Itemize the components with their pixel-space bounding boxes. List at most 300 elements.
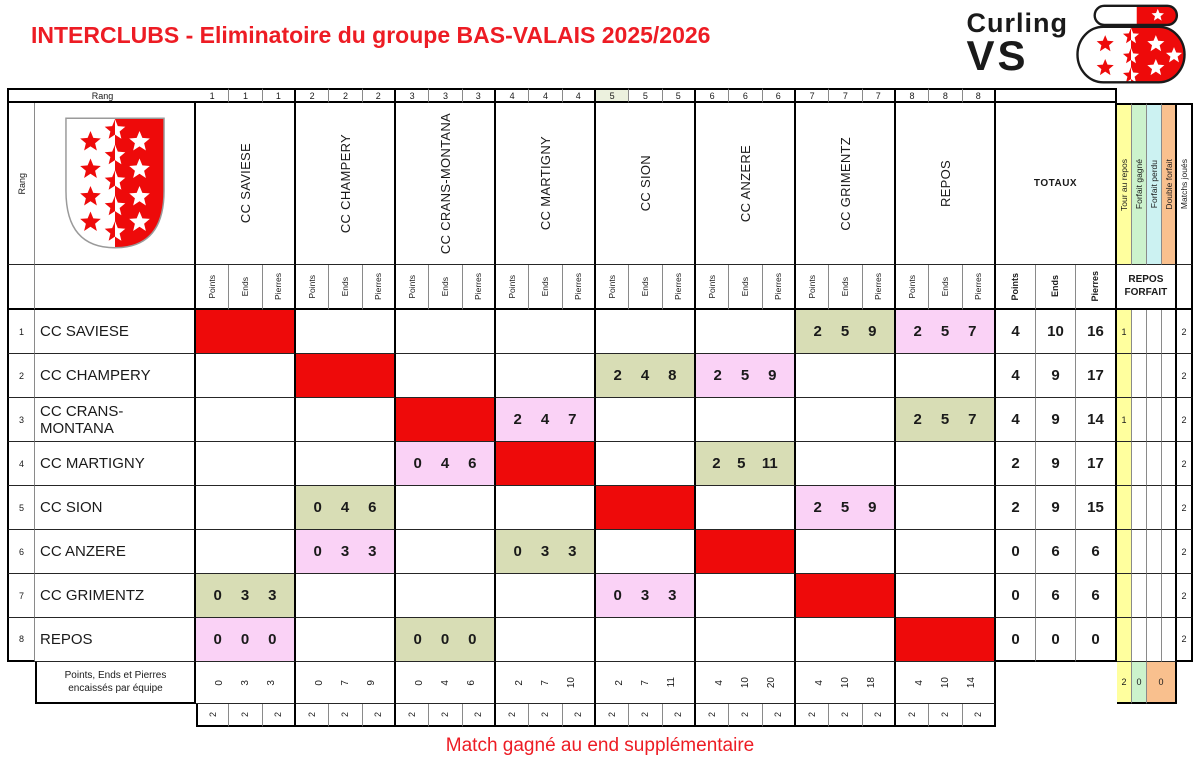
games-played-value: 2 <box>507 711 518 717</box>
score-value: 2 <box>712 455 721 472</box>
rank-number-cell: 3 <box>396 88 429 103</box>
games-played-cell <box>363 704 396 727</box>
games-played-value: 2 <box>373 711 384 717</box>
match-cell-win <box>396 618 496 662</box>
conceded-value: 4 <box>439 679 451 686</box>
score-value: 6 <box>468 455 477 472</box>
match-cell <box>796 618 896 662</box>
score-value: 9 <box>768 367 777 384</box>
row-team-name: CC GRIMENTZ <box>35 574 196 618</box>
match-cell-result <box>896 310 996 354</box>
score-value: 2 <box>513 411 522 428</box>
score-value: 2 <box>713 367 722 384</box>
score-value: 9 <box>868 323 877 340</box>
page-header <box>0 0 1200 88</box>
match-cell <box>696 618 796 662</box>
rank-number-cell: 6 <box>729 88 762 103</box>
games-played-value: 2 <box>807 711 818 717</box>
match-cell-win <box>696 442 796 486</box>
self-match-cell <box>196 310 296 354</box>
row-team-name: CC CHAMPERY <box>35 354 196 398</box>
forfait-perdu-double-total: 0 <box>1147 662 1177 704</box>
total-ends: 6 <box>1036 574 1076 618</box>
match-cell <box>796 354 896 398</box>
match-cell <box>296 442 396 486</box>
forfait-perdu-cell <box>1147 310 1162 354</box>
match-cell <box>896 354 996 398</box>
tour-au-repos-cell <box>1117 618 1132 662</box>
games-played-value: 2 <box>240 711 251 717</box>
conceded-value: 9 <box>365 679 377 686</box>
score-value: 2 <box>913 411 922 428</box>
subcol-label: Points <box>407 274 418 299</box>
match-cell-win <box>196 574 296 618</box>
score-value: 0 <box>313 543 322 560</box>
curling-vs-logo <box>967 2 1191 88</box>
score-value: 3 <box>240 587 250 604</box>
match-cell-win <box>496 530 596 574</box>
tour-au-repos-cell <box>1117 442 1132 486</box>
score-value: 2 <box>813 499 822 516</box>
team-column-header <box>396 103 496 265</box>
match-cell-result <box>796 486 896 530</box>
games-played-value: 2 <box>940 711 951 717</box>
score-value: 2 <box>613 367 622 384</box>
subcol-label: Ends <box>940 276 951 297</box>
score-value: 6 <box>368 499 377 516</box>
conceded-label: Points, Ends et Pierres encaissés par équipe <box>35 662 196 704</box>
team-name: CC MARTIGNY <box>537 136 553 231</box>
tour-au-repos-cell: 1 <box>1117 398 1132 442</box>
row-team-name: CC MARTIGNY <box>35 442 196 486</box>
total-ends: 9 <box>1036 354 1076 398</box>
conceded-cell <box>896 662 996 704</box>
subcol-header <box>829 265 862 310</box>
subcol-header <box>696 265 729 310</box>
rank-number-cell: 7 <box>863 88 896 103</box>
empty-cell <box>7 265 35 310</box>
rank-number-cell: 2 <box>363 88 396 103</box>
col-header-forfait-gagne <box>1132 103 1147 265</box>
result-row <box>7 618 1193 662</box>
rank-number-cell: 1 <box>196 88 229 103</box>
row-rank: 1 <box>7 310 35 354</box>
subcol-header <box>763 265 796 310</box>
rank-number-cell: 1 <box>263 88 296 103</box>
total-pierres: 6 <box>1076 574 1117 618</box>
conceded-value: 3 <box>265 679 277 686</box>
games-played-value: 2 <box>973 711 984 717</box>
score-value: 0 <box>240 631 250 648</box>
subcol-header <box>929 265 962 310</box>
rank-number-cell-highlight: 5 <box>596 88 629 103</box>
conceded-value: 0 <box>413 679 425 686</box>
match-cell <box>896 486 996 530</box>
column-header-row <box>7 103 1193 265</box>
match-cell-win <box>896 398 996 442</box>
row-rank: 5 <box>7 486 35 530</box>
rank-number-cell: 2 <box>296 88 329 103</box>
repos-forfait-line1: REPOS <box>1128 274 1164 285</box>
total-points: 2 <box>996 442 1036 486</box>
self-match-cell <box>396 398 496 442</box>
match-cell <box>296 398 396 442</box>
rank-number-cell: 8 <box>963 88 996 103</box>
score-value: 7 <box>568 411 577 428</box>
tour-au-repos-cell <box>1117 574 1132 618</box>
match-cell <box>196 442 296 486</box>
matchs-joues-cell: 2 <box>1177 354 1193 398</box>
matchs-joues-cell: 2 <box>1177 574 1193 618</box>
subcol-header <box>463 265 496 310</box>
row-rank: 8 <box>7 618 35 662</box>
subcol-label: Points <box>207 274 218 299</box>
conceded-value: 10 <box>565 676 577 689</box>
score-value: 0 <box>513 543 522 560</box>
score-value: 9 <box>868 499 877 516</box>
rang-side-cell <box>7 103 35 265</box>
total-points: 4 <box>996 354 1036 398</box>
subcol-label: Ends <box>540 276 551 297</box>
total-points: 0 <box>996 618 1036 662</box>
row-rank: 7 <box>7 574 35 618</box>
conceded-row <box>7 662 1193 704</box>
rank-number-cell: 4 <box>529 88 562 103</box>
score-value: 5 <box>740 367 750 384</box>
score-value: 3 <box>268 587 277 604</box>
games-played-cell <box>963 704 996 727</box>
subcol-label: Pierres <box>873 273 884 300</box>
subcol-label: Ends <box>740 276 751 297</box>
match-cell-result <box>396 442 496 486</box>
conceded-cell <box>796 662 896 704</box>
double-forfait-cell <box>1162 530 1177 574</box>
forfait-perdu-cell <box>1147 354 1162 398</box>
total-pierres: 17 <box>1076 354 1117 398</box>
match-cell <box>896 574 996 618</box>
subcol-header <box>629 265 662 310</box>
logo-text <box>967 10 1069 77</box>
forfait-perdu-cell <box>1147 398 1162 442</box>
games-played-cell <box>296 704 329 727</box>
tour-au-repos-cell <box>1117 530 1132 574</box>
conceded-cell <box>296 662 396 704</box>
games-played-cell <box>396 704 429 727</box>
games-played-cell <box>929 704 962 727</box>
result-row <box>7 354 1193 398</box>
subcol-label: Ends <box>1050 275 1061 298</box>
conceded-value: 7 <box>339 679 351 686</box>
match-cell <box>396 574 496 618</box>
totaux-header: TOTAUX <box>996 103 1117 265</box>
extra-col-label: Forfait gagné <box>1134 159 1144 210</box>
rank-number-cell: 6 <box>696 88 729 103</box>
rang-header-label: Rang <box>7 88 196 103</box>
row-rank: 3 <box>7 398 35 442</box>
total-ends: 9 <box>1036 398 1076 442</box>
subcol-header <box>529 265 562 310</box>
forfait-perdu-cell <box>1147 442 1162 486</box>
games-played-value: 2 <box>873 711 884 717</box>
score-value: 3 <box>668 587 677 604</box>
match-cell <box>296 618 396 662</box>
team-name: CC SION <box>637 155 653 212</box>
subcol-label: Ends <box>440 276 451 297</box>
games-played-cell <box>863 704 896 727</box>
conceded-cell <box>596 662 696 704</box>
rank-number-cell: 8 <box>896 88 929 103</box>
matchs-joues-cell: 2 <box>1177 398 1193 442</box>
team-name: CC ANZERE <box>737 144 753 223</box>
subcol-label: Points <box>907 274 918 299</box>
col-header-matchs-joues <box>1177 103 1193 265</box>
forfait-gagne-cell <box>1132 442 1147 486</box>
games-played-cell <box>463 704 496 727</box>
games-played-value: 2 <box>440 711 451 717</box>
conceded-value: 0 <box>213 679 225 686</box>
games-played-value: 2 <box>740 711 751 717</box>
subcol-label: Pierres <box>373 273 384 300</box>
score-value: 4 <box>640 367 650 384</box>
subcol-label: Pierres <box>573 273 584 300</box>
match-cell <box>396 486 496 530</box>
games-played-value: 2 <box>473 711 484 717</box>
conceded-cell <box>196 662 296 704</box>
games-played-value: 2 <box>773 711 784 717</box>
total-points: 0 <box>996 574 1036 618</box>
double-forfait-cell <box>1162 310 1177 354</box>
repos-forfait-header <box>1117 265 1177 310</box>
score-value: 4 <box>540 411 550 428</box>
tour-au-repos-total: 2 <box>1117 662 1132 704</box>
match-cell-win <box>796 310 896 354</box>
conceded-value: 4 <box>913 679 925 686</box>
games-played-value: 2 <box>907 711 918 717</box>
subcol-label: Ends <box>340 276 351 297</box>
games-played-value: 2 <box>273 711 284 717</box>
total-ends: 10 <box>1036 310 1076 354</box>
games-played-cell <box>196 704 229 727</box>
subheader-row <box>7 265 1193 310</box>
match-cell <box>896 442 996 486</box>
row-rank: 4 <box>7 442 35 486</box>
rank-number-cell: 5 <box>629 88 662 103</box>
self-match-cell <box>896 618 996 662</box>
subcol-header <box>896 265 929 310</box>
match-cell <box>296 574 396 618</box>
team-name: CC GRIMENTZ <box>837 136 853 231</box>
subcol-label: Ends <box>640 276 651 297</box>
total-pierres: 15 <box>1076 486 1117 530</box>
subcol-header <box>663 265 696 310</box>
match-cell <box>596 530 696 574</box>
match-cell <box>696 310 796 354</box>
forfait-gagne-cell <box>1132 398 1147 442</box>
spacer <box>7 704 196 727</box>
score-value: 0 <box>468 631 477 648</box>
double-forfait-cell <box>1162 574 1177 618</box>
games-played-cell <box>896 704 929 727</box>
col-header-double-forfait <box>1162 103 1177 265</box>
totals-subcol-header <box>1076 265 1117 310</box>
games-played-value: 2 <box>840 711 851 717</box>
match-cell <box>496 618 596 662</box>
col-header-forfait-perdu <box>1147 103 1162 265</box>
score-value: 3 <box>340 543 350 560</box>
total-pierres: 16 <box>1076 310 1117 354</box>
match-cell-win <box>296 486 396 530</box>
games-played-cell <box>329 704 362 727</box>
row-team-name: CC CRANS-MONTANA <box>35 398 196 442</box>
score-value: 5 <box>840 499 850 516</box>
games-played-value: 2 <box>340 711 351 717</box>
matchs-joues-cell: 2 <box>1177 442 1193 486</box>
forfait-gagne-total: 0 <box>1132 662 1147 704</box>
matchs-joues-cell: 2 <box>1177 618 1193 662</box>
subcol-label: Points <box>507 274 518 299</box>
match-cell <box>596 398 696 442</box>
subcol-header <box>963 265 996 310</box>
conceded-value: 3 <box>239 679 251 686</box>
match-cell <box>696 574 796 618</box>
score-value: 3 <box>640 587 650 604</box>
conceded-value: 2 <box>613 679 625 686</box>
score-value: 5 <box>940 323 950 340</box>
spacer <box>996 662 1117 704</box>
result-row <box>7 398 1193 442</box>
self-match-cell <box>296 354 396 398</box>
match-cell <box>496 574 596 618</box>
match-cell-result <box>196 618 296 662</box>
conceded-value: 0 <box>313 679 325 686</box>
subcol-header <box>796 265 829 310</box>
match-cell <box>796 398 896 442</box>
self-match-cell <box>496 442 596 486</box>
team-column-header <box>696 103 796 265</box>
score-value: 7 <box>968 323 977 340</box>
match-cell <box>296 310 396 354</box>
match-cell <box>396 530 496 574</box>
score-value: 8 <box>668 367 677 384</box>
totals-subcol-header <box>996 265 1036 310</box>
subcol-label: Pierres <box>973 273 984 300</box>
subcol-header <box>363 265 396 310</box>
self-match-cell <box>796 574 896 618</box>
match-cell <box>596 442 696 486</box>
total-pierres: 17 <box>1076 442 1117 486</box>
games-played-cell <box>429 704 462 727</box>
team-name: CC SAVIESE <box>237 143 253 224</box>
subcol-label: Points <box>307 274 318 299</box>
rank-number-cell: 4 <box>563 88 596 103</box>
games-played-value: 2 <box>673 711 684 717</box>
self-match-cell <box>696 530 796 574</box>
logo-word-curling: Curling <box>966 8 1068 38</box>
match-cell <box>696 486 796 530</box>
score-value: 2 <box>813 323 822 340</box>
rank-number-cell: 6 <box>763 88 796 103</box>
forfait-perdu-cell <box>1147 530 1162 574</box>
score-value: 5 <box>840 323 850 340</box>
double-forfait-cell <box>1162 618 1177 662</box>
rank-number-cell: 4 <box>496 88 529 103</box>
subcol-header <box>863 265 896 310</box>
score-value: 0 <box>413 631 422 648</box>
games-played-cell <box>696 704 729 727</box>
total-pierres: 14 <box>1076 398 1117 442</box>
result-row <box>7 574 1193 618</box>
match-cell <box>796 530 896 574</box>
games-played-value: 2 <box>640 711 651 717</box>
subcol-header <box>263 265 296 310</box>
result-row <box>7 486 1193 530</box>
score-value: 3 <box>568 543 577 560</box>
games-played-value: 2 <box>573 711 584 717</box>
games-played-cell <box>629 704 662 727</box>
rank-number-cell: 3 <box>429 88 462 103</box>
valais-shield-icon <box>64 116 166 252</box>
subcol-header <box>229 265 262 310</box>
team-column-header <box>596 103 696 265</box>
score-value: 0 <box>440 631 450 648</box>
extra-col-label: Tour au repos <box>1119 158 1129 211</box>
games-played-cell <box>763 704 796 727</box>
conceded-value: 4 <box>713 679 725 686</box>
conceded-value: 11 <box>665 677 677 688</box>
subcol-header <box>296 265 329 310</box>
row-team-name: CC ANZERE <box>35 530 196 574</box>
match-cell-result <box>496 398 596 442</box>
valais-shield-cell <box>35 103 196 265</box>
team-column-header <box>896 103 996 265</box>
forfait-gagne-cell <box>1132 574 1147 618</box>
conceded-value: 18 <box>865 676 877 689</box>
extra-col-label: Double forfait <box>1163 159 1174 210</box>
extra-col-label: Forfait perdu <box>1149 160 1159 209</box>
match-cell <box>196 530 296 574</box>
subcol-label: Pierres <box>673 273 684 300</box>
rank-header-row <box>7 88 1193 103</box>
subcol-header <box>329 265 362 310</box>
row-team-name: CC SAVIESE <box>35 310 196 354</box>
games-played-cell <box>663 704 696 727</box>
row-rank: 2 <box>7 354 35 398</box>
forfait-perdu-cell <box>1147 618 1162 662</box>
result-row <box>7 310 1193 354</box>
conceded-value: 14 <box>965 676 977 689</box>
team-name: CC CHAMPERY <box>337 133 353 234</box>
score-value: 0 <box>213 631 222 648</box>
match-cell <box>696 398 796 442</box>
tour-au-repos-cell <box>1117 354 1132 398</box>
empty-cell <box>1177 265 1193 310</box>
subcol-label: Points <box>1010 272 1021 301</box>
conceded-value: 4 <box>813 679 825 686</box>
conceded-value: 7 <box>639 679 651 686</box>
totals-subcol-header <box>1036 265 1076 310</box>
curling-stone-icon <box>1072 2 1190 88</box>
total-points: 4 <box>996 398 1036 442</box>
subcol-header <box>196 265 229 310</box>
score-value: 5 <box>940 411 950 428</box>
match-cell <box>496 486 596 530</box>
games-played-cell <box>496 704 529 727</box>
match-cell <box>196 486 296 530</box>
rank-number-cell: 2 <box>329 88 362 103</box>
conceded-value: 10 <box>839 676 851 689</box>
conceded-value: 10 <box>939 676 951 689</box>
score-value: 7 <box>968 411 977 428</box>
